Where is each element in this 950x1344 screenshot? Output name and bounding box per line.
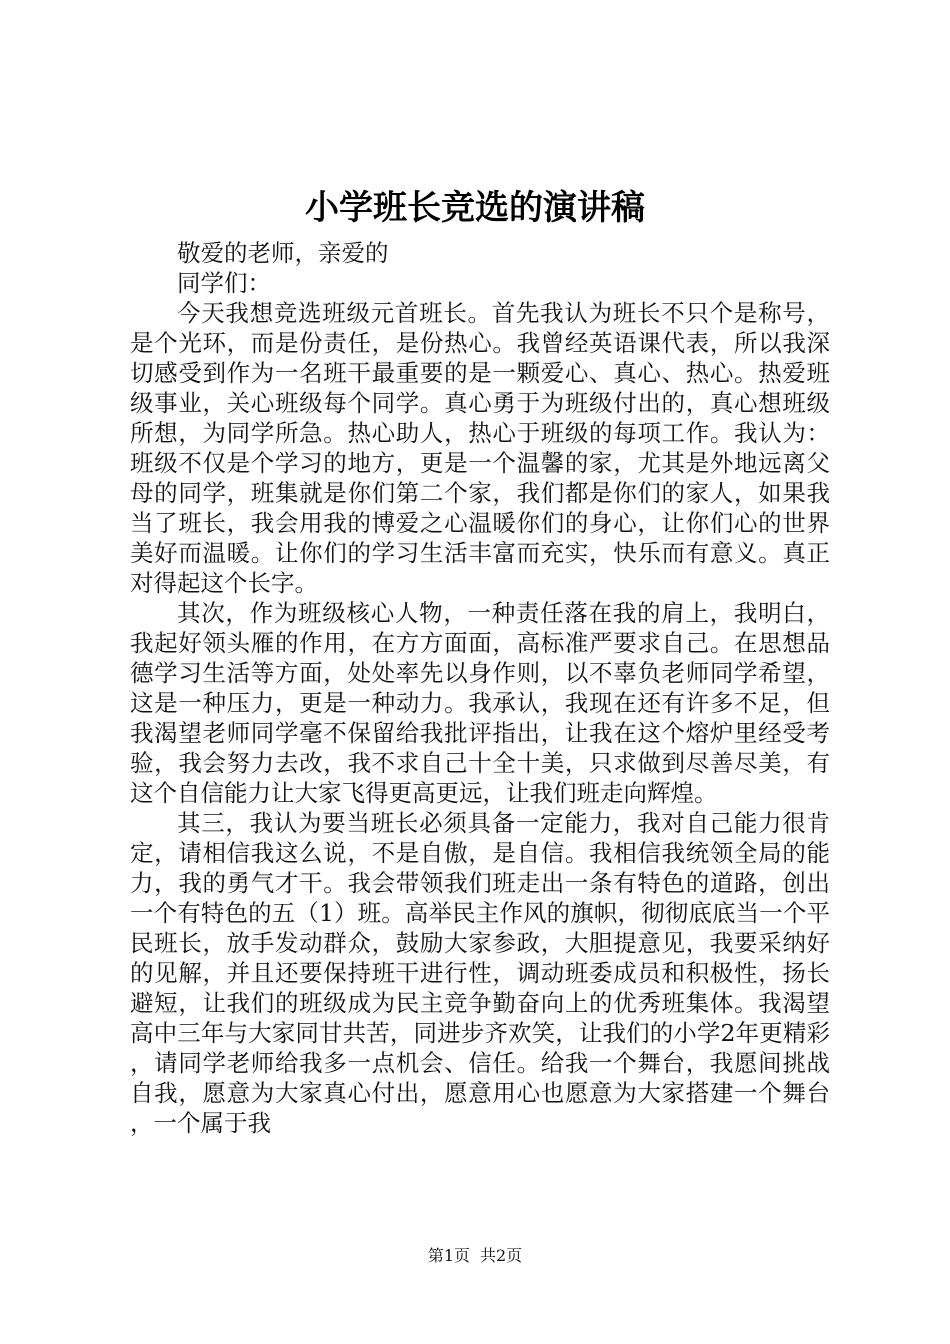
body-paragraph: 其次，作为班级核心人物，一种责任落在我的肩上，我明白，我起好领头雁的作用，在方方面面，高标准严要求自己。在思想品德学习生活等方面，处处率先以身作则，以不辜负老师同学希望，这是一种压力，更是一种动力。我承认，我现在还有许多不足，但我渴望老师同学毫不保留给我批评指出，让我在这个熔炉里经受考验，我会努力去改，我不求自己十全十美，只求做到尽善尽美，有这个自信能力让大家飞得更高更远，让我们班走向辉煌。 [130,599,830,807]
document-title: 小学班长竞选的演讲稿 [305,188,645,228]
page-number-current: 第1页 [427,1246,470,1265]
salutation-line-2: 同学们： [177,269,271,297]
salutation-line-1: 敬爱的老师，亲爱的 [177,239,389,267]
page-footer [0,1245,950,1267]
body-paragraph: 其三，我认为要当班长必须具备一定能力，我对自己能力很肯定，请相信我这么说，不是自傲，是自信。我相信我统领全局的能力，我的勇气才干。我会带领我们班走出一条有特色的道路，创出一个有特色的五（1）班。高举民主作风的旗帜，彻彻底底当一个平民班长，放手发动群众，鼓励大家参政，大胆提意见，我要采纳好的见解，并且还要保持班干进行性，调动班委成员和积极性，扬长避短，让我们的班级成为民主竞争勤奋向上的优秀班集体。我渴望高中三年与大家同甘共苦，同进步齐欢笑，让我们的小学2年更精彩，请同学老师给我多一点机会、信任。给我一个舞台，我愿间挑战自我，愿意为大家真心付出，愿意用心也愿意为大家搭建一个舞台，一个属于我 [130,809,830,1137]
document-body [130,238,830,1138]
body-paragraph: 今天我想竞选班级元首班长。首先我认为班长不只个是称号，是个光环，而是份责任，是份热心。我曾经英语课代表，所以我深切感受到作为一名班干最重要的是一颗爱心、真心、热心。热爱班级事业，关心班级每个同学。真心勇于为班级付出的，真心想班级所想，为同学所急。热心助人，热心于班级的每项工作。我认为：班级不仅是个学习的地方，更是一个温馨的家，尤其是外地远离父母的同学，班集就是你们第二个家，我们都是你们的家人，如果我当了班长，我会用我的博爱之心温暖你们的身心，让你们心的世界美好而温暖。让你们的学习生活丰富而充实，快乐而有意义。真正对得起这个长字。 [130,299,830,597]
page-number-total: 共2页 [480,1246,523,1265]
